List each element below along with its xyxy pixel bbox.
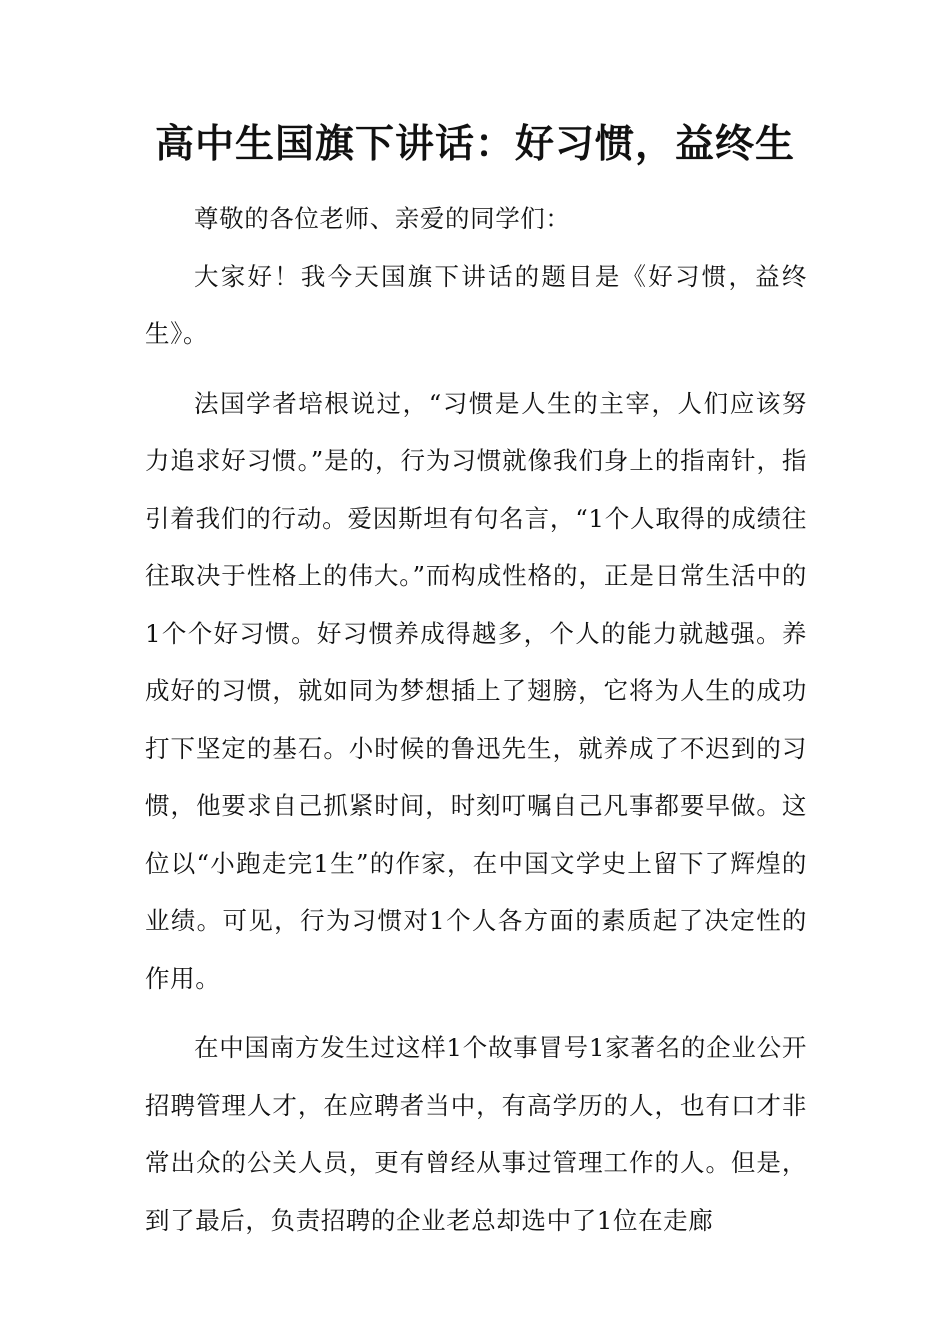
salutation-paragraph: 尊敬的各位老师、亲爱的同学们：: [194, 204, 571, 233]
habit-paragraph: 法国学者培根说过，“习惯是人生的主宰，人们应该努力追求好习惯。”是的，行为习惯就像我们身上的指南针，指引着我们的行动。爱因斯坦有句名言，“1个人取得的成绩往往取决于性格上的伟大。”而构成性格的，正是日常生活中的1个个好习惯。好习惯养成得越多，个人的能力就越强。养成好的习惯，就如同为梦想插上了翅膀，它将为人生的成功打下坚定的基石。小时候的鲁迅先生，就养成了不迟到的习惯，他要求自己抓紧时间，时刻叮嘱自己凡事都要早做。这位以“小跑走完1生”的作家，在中国文学史上留下了辉煌的业绩。可见，行为习惯对1个人各方面的素质起了决定性的作用。: [145, 388, 807, 993]
document-title: 高中生国旗下讲话：好习惯，益终生: [154, 121, 795, 167]
document-body: [145, 190, 807, 1249]
greeting-paragraph: 大家好！我今天国旗下讲话的题目是《好习惯，益终生》。: [145, 261, 807, 348]
story-paragraph: 在中国南方发生过这样1个故事冒号1家著名的企业公开招聘管理人才，在应聘者当中，有高学历的人，也有口才非常出众的公关人员，更有曾经从事过管理工作的人。但是，到了最后，负责招聘的企业老总却选中了1位在走廊: [145, 1033, 807, 1235]
